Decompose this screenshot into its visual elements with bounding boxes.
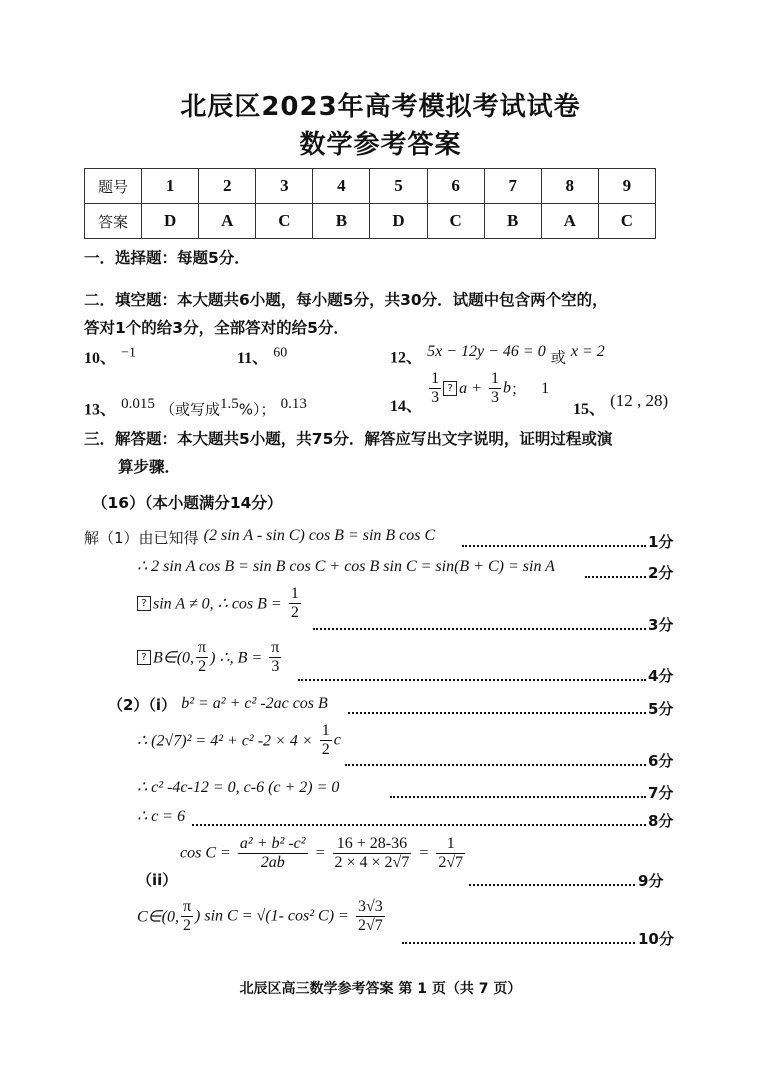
question-number: 12、 — [390, 349, 423, 367]
solution-step-5 — [108, 694, 328, 715]
table-row-answers — [85, 204, 656, 239]
solution-step-7: ∴ c² -4c-12 = 0, c-6 (c + 2) = 0 — [137, 779, 340, 796]
fraction-one-third: $\frac{1}{3}$ — [491, 370, 499, 406]
section-fill-in-line2: 答对1个的给3分，全部答对的给5分． — [84, 319, 349, 337]
dotted-leader — [462, 545, 646, 547]
step-formula: (2 sin A - sin C) cos B = sin B cos C — [203, 527, 436, 544]
part1-label: 解（1）由已知得 — [84, 529, 199, 547]
score-label: 2分 — [648, 564, 674, 582]
table-header-cell: 答案 — [85, 204, 142, 239]
score-label: 6分 — [648, 752, 674, 770]
section-solutions-line1: 三．解答题：本大题共5小题，共75分．解答应写出文字说明，证明过程或演 — [84, 430, 613, 448]
dotted-leader — [348, 712, 646, 714]
question-number: 10、 — [84, 350, 117, 367]
answer-q13 — [84, 396, 307, 419]
dotted-leader — [298, 679, 646, 681]
table-cell: C — [598, 204, 655, 239]
step-formula: b² = a² + c² -2ac cos B — [181, 695, 328, 712]
score-label: 1分 — [648, 533, 674, 551]
table-cell: D — [370, 204, 427, 239]
fraction-pi-half: $\frac{\pi}{2}$ — [198, 639, 207, 675]
answer-note-close: %）； — [238, 400, 276, 419]
score-label: 9分 — [638, 872, 664, 890]
table-header-cell: 题号 — [85, 169, 142, 204]
dotted-leader — [390, 796, 646, 798]
table-cell: C — [427, 204, 484, 239]
answer-value: 5x − 12y − 46 = 0 — [427, 343, 546, 360]
table-cell: C — [256, 204, 313, 239]
missing-glyph-icon: ? — [443, 381, 457, 396]
answer-note-open: （或写成 — [159, 400, 220, 419]
score-label: 5分 — [648, 700, 674, 718]
table-cell: 4 — [313, 169, 370, 204]
solution-step-3: ? sin A ≠ 0, ∴ cos B = $\frac{1}{2}$ — [137, 585, 303, 622]
answer-value: 60 — [273, 345, 288, 361]
fraction-one-third: $\frac{1}{3}$ — [431, 370, 440, 406]
answer-q15 — [573, 388, 669, 418]
section-fill-in-line1: 二．填空题：本大题共6小题，每小题5分，共30分．试题中包含两个空的， — [84, 291, 608, 309]
dotted-leader — [313, 628, 646, 630]
solution-step-2: ∴ 2 sin A cos B = sin B cos C + cos B sin C = sin(B + C) = sin A — [137, 558, 555, 575]
answer-value: 0.015 — [121, 396, 155, 412]
fraction-one-half: $\frac{1}{2}$ — [290, 585, 299, 621]
table-cell: 9 — [598, 169, 655, 204]
score-label: 10分 — [638, 930, 674, 948]
dotted-leader — [469, 884, 635, 886]
solution-step-9: cos C = $\frac{\text{a² + b² -c²}}{2ab}$ = $\frac{16 + 28-36}{2 \times 4 \times 2√7}$ = $\frac{1}{2√7}$ — [180, 835, 464, 871]
fraction-pi-third: $\frac{\pi}{3}$ — [271, 639, 280, 675]
table-cell: D — [142, 204, 199, 239]
question-number: 15、 — [573, 401, 606, 418]
table-cell: A — [199, 204, 256, 239]
dotted-leader — [192, 824, 646, 826]
answer-value-2: x = 2 — [570, 343, 605, 360]
answer-value-2: 1 — [541, 379, 550, 397]
part-ii-label: （ii） — [137, 871, 178, 889]
table-cell: 2 — [199, 169, 256, 204]
answer-or: 或 — [550, 348, 566, 367]
missing-glyph-icon: ? — [137, 650, 151, 665]
table-cell: B — [313, 204, 370, 239]
answer-q14: 14、 $\frac{1}{3}$ ? a + $\frac{1}{3}$ b； 1 — [390, 370, 550, 415]
part2-label: （2）（i） — [108, 696, 177, 714]
fraction-one-half: $\frac{1}{2}$ — [321, 722, 330, 758]
table-cell: 5 — [370, 169, 427, 204]
solution-step-6: ∴ (2√7)² = 4² + c² -2 × 4 × $\frac{1}{2}$ c — [137, 722, 341, 758]
table-row-numbers — [85, 169, 656, 204]
fraction-sin-result: $\frac{3√3}{2√7}$ — [357, 898, 383, 934]
page-footer: 北辰区高三数学参考答案 第 1 页（共 7 页） — [239, 981, 522, 997]
page-subtitle: 数学参考答案 — [299, 130, 462, 160]
table-cell: 6 — [427, 169, 484, 204]
answer-q10 — [84, 345, 136, 368]
question-number: 13、 — [84, 401, 117, 419]
table-cell: 3 — [256, 169, 313, 204]
fraction-pi-half: $\frac{\pi}{2}$ — [182, 898, 192, 934]
dotted-leader — [585, 576, 646, 578]
answer-q11 — [237, 345, 287, 368]
score-label: 8分 — [648, 812, 674, 830]
solution-step-1 — [84, 527, 435, 548]
answer-note-value: 1.5 — [219, 396, 239, 412]
fraction-cos-law: $\frac{\text{a² + b² -c²}}{2ab}$ — [239, 835, 306, 871]
answer-value: (12 , 28) — [610, 391, 669, 410]
answer-q12 — [390, 343, 605, 367]
table-cell: 7 — [484, 169, 541, 204]
answer-value-2: 0.13 — [280, 396, 307, 412]
score-label: 4分 — [648, 667, 674, 685]
q16-heading: （16）（本小题满分14分） — [92, 494, 283, 512]
answer-value: −1 — [121, 345, 137, 361]
solution-step-10: C∈(0, $\frac{\pi}{2}$ ) sin C = √(1- cos² C) = $\frac{3√3}{2√7}$ — [137, 898, 383, 934]
section-multiple-choice: 一．选择题：每题5分． — [84, 249, 250, 267]
missing-glyph-icon: ? — [137, 596, 151, 611]
answer-table — [84, 168, 656, 239]
fraction-result: $\frac{1}{2√7}$ — [438, 835, 464, 871]
question-number: 14、 — [390, 398, 423, 415]
dotted-leader — [345, 764, 646, 766]
table-cell: A — [541, 204, 598, 239]
section-solutions-line2: 算步骤． — [118, 458, 181, 476]
solution-step-4: ? B∈(0, $\frac{\pi}{2}$ ) ∴, B = $\frac{\pi}{3}$ — [137, 639, 283, 676]
solution-step-8: ∴ c = 6 — [137, 808, 186, 825]
table-cell: 8 — [541, 169, 598, 204]
score-label: 7分 — [648, 784, 674, 802]
fraction-numeric: $\frac{16 + 28-36}{2 \times 4 \times 2√7}$ — [334, 835, 410, 871]
table-cell: B — [484, 204, 541, 239]
dotted-leader — [402, 942, 635, 944]
score-label: 3分 — [648, 616, 674, 634]
page-title: 北辰区2023年高考模拟考试试卷 — [180, 92, 581, 122]
table-cell: 1 — [142, 169, 199, 204]
question-number: 11、 — [237, 350, 269, 367]
